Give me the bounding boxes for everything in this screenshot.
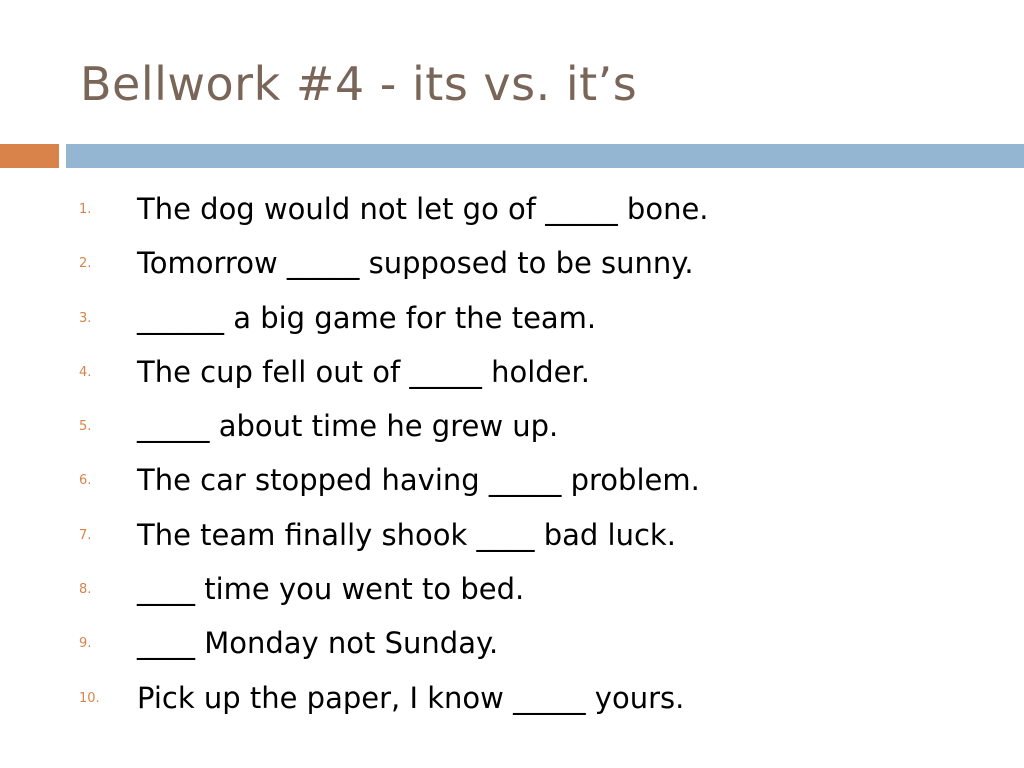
item-text: ____ Monday not Sunday.	[137, 626, 499, 661]
item-text: Tomorrow _____ supposed to be sunny.	[137, 246, 694, 281]
item-number: 9.	[79, 636, 92, 652]
item-number: 4.	[79, 364, 92, 380]
item-text: The team finally shook ____ bad luck.	[137, 517, 676, 552]
item-text: The cup fell out of _____ holder.	[137, 354, 590, 389]
item-text: ____ time you went to bed.	[137, 572, 525, 607]
item-text: The car stopped having _____ problem.	[137, 463, 700, 498]
item-text: _____ about time he grew up.	[137, 409, 559, 444]
item-text: ______ a big game for the team.	[137, 300, 597, 335]
item-number: 6.	[79, 473, 92, 489]
item-number: 5.	[79, 419, 92, 435]
accent-bar-blue	[66, 144, 1024, 168]
item-number: 1.	[79, 202, 92, 217]
item-number: 10.	[79, 690, 100, 706]
item-number: 3.	[79, 310, 92, 326]
item-text: The dog would not let go of _____ bone.	[137, 192, 709, 226]
item-number: 2.	[79, 256, 92, 272]
accent-bar-orange	[0, 144, 59, 168]
slide-title: Bellwork #4 - its vs. it’s	[80, 57, 638, 111]
item-number: 7.	[79, 527, 92, 543]
item-number: 8.	[79, 582, 92, 598]
item-text: Pick up the paper, I know _____ yours.	[137, 680, 685, 715]
